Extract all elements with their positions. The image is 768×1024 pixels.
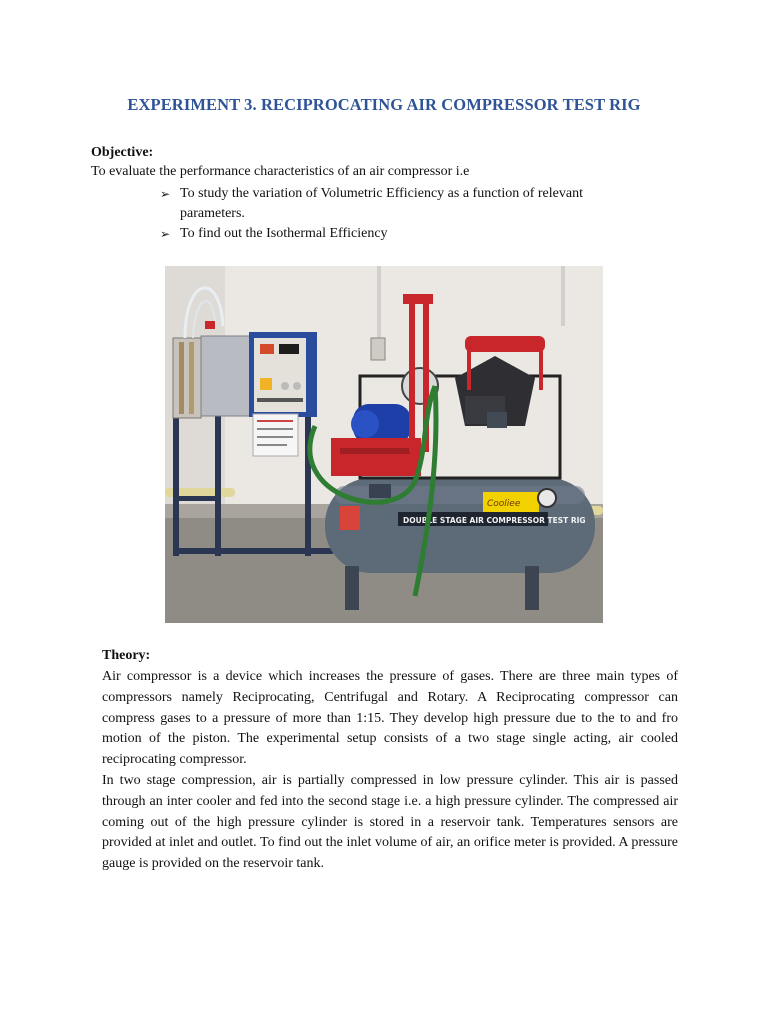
objective-heading: Objective: xyxy=(91,145,154,160)
tank-label-text: DOUBLE STAGE AIR COMPRESSOR TEST RIG xyxy=(403,516,586,525)
objective-intro: To evaluate the performance characteristics of an air compressor i.e xyxy=(91,164,470,179)
brand-label-text: Cooliee xyxy=(487,499,521,509)
bullet-text: To find out the Isothermal Efficiency xyxy=(180,226,388,241)
theory-heading: Theory: xyxy=(102,648,151,663)
compressor-test-rig-photo xyxy=(165,266,603,623)
theory-paragraph: Air compressor is a device which increases the pressure of gases. There are three main types of compressors namely Reciprocating, Centrifugal and Rotary. A Reciprocating compressor can compress gases to a pressure of more than 1:15. They develop high pressure due to the to and fro motion of the piston. The experimental setup consists of a two stage single acting, air cooled reciprocating compressor. xyxy=(102,669,678,768)
list-item xyxy=(160,224,630,244)
pressure-gauge-icon xyxy=(538,489,556,507)
theory-body xyxy=(102,667,678,875)
objective-bullet-list xyxy=(160,184,630,244)
bullet-text: To study the variation of Volumetric Efficiency as a function of relevant parameters. xyxy=(180,186,583,221)
arrow-bullet-icon: ➢ xyxy=(160,187,171,201)
theory-paragraph: In two stage compression, air is partially compressed in low pressure cylinder. This air is passed through an inter cooler and fed into the second stage i.e. a high pressure cylinder. The compressed air coming out of the high pressure cylinder is stored in a reservoir tank. Temperatures sensors are provided at inlet and outlet. To find out the inlet volume of air, an orifice meter is provided. A pressure gauge is provided on the reservoir tank. xyxy=(102,772,678,872)
list-item xyxy=(160,184,630,224)
arrow-bullet-icon: ➢ xyxy=(160,227,171,241)
document-title: EXPERIMENT 3. RECIPROCATING AIR COMPRESSOR TEST RIG xyxy=(127,95,641,114)
